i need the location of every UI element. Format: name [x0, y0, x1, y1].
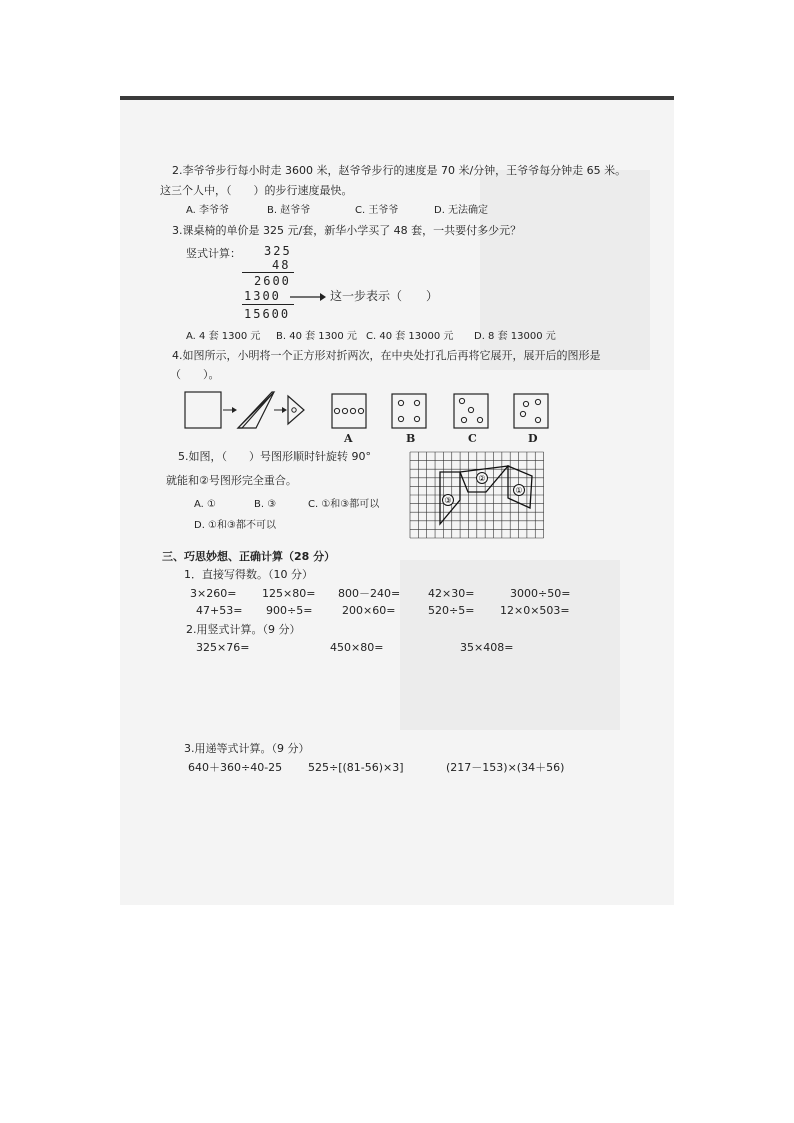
- oral-calc-2[interactable]: 125×80=: [262, 587, 316, 600]
- stepwise-calc-1[interactable]: 640＋360÷40-25: [188, 761, 283, 774]
- q4-line2: （ ）。: [170, 368, 220, 381]
- part1-title: 1．直接写得数。（10 分）: [184, 568, 313, 581]
- punch-hole-icon: [292, 408, 296, 412]
- oral-calc-4[interactable]: 42×30=: [428, 587, 475, 600]
- q3-option-a[interactable]: A. 4 套 1300 元: [186, 331, 261, 342]
- q3-arrow-icon: [290, 291, 326, 303]
- q4-figure: [184, 390, 554, 434]
- vertical-calc-1[interactable]: 325×76=: [196, 641, 250, 654]
- q3-line1: 3.课桌椅的单价是 325 元/套，新华小学买了 48 套，一共要付多少元？: [172, 224, 522, 237]
- shape-1-label: ①: [515, 486, 523, 495]
- choice-a-label: A: [344, 432, 353, 445]
- choice-a-figure[interactable]: [332, 394, 366, 428]
- oral-calc-5[interactable]: 3000÷50=: [510, 587, 571, 600]
- oral-calc-3[interactable]: 800－240=: [338, 587, 401, 600]
- vertical-calc-2[interactable]: 450×80=: [330, 641, 384, 654]
- part3-title: 3.用递等式计算。（9 分）: [184, 742, 310, 755]
- q2-option-a[interactable]: A. 李爷爷: [186, 205, 230, 216]
- q3-multiplicand: 325: [264, 244, 292, 258]
- q3-option-c[interactable]: C. 40 套 13000 元: [366, 331, 454, 342]
- q3-rule-1: [242, 272, 294, 273]
- q2-option-d[interactable]: D. 无法确定: [434, 205, 489, 216]
- rotation-grid: [410, 452, 544, 538]
- q2-option-c[interactable]: C. 王爷爷: [355, 205, 399, 216]
- part2-title: 2.用竖式计算。（9 分）: [186, 623, 301, 636]
- oral-calc-6[interactable]: 47+53=: [196, 604, 243, 617]
- q5-line2: 就能和②号图形完全重合。: [166, 474, 297, 487]
- q3-option-d[interactable]: D. 8 套 13000 元: [474, 331, 556, 342]
- shape-3-label: ③: [444, 496, 452, 505]
- arrow-icon: [223, 407, 237, 413]
- q5-option-a[interactable]: A. ①: [194, 499, 216, 510]
- q2-line2: 这三个人中，（ ）的步行速度最快。: [160, 184, 353, 197]
- q5-option-b[interactable]: B. ③: [254, 499, 277, 510]
- q3-arrow-text: 这一步表示（ ）: [330, 289, 439, 303]
- q3-option-b[interactable]: B. 40 套 1300 元: [276, 331, 357, 342]
- oral-calc-7[interactable]: 900÷5=: [266, 604, 313, 617]
- q5-option-c[interactable]: C. ①和③都可以: [308, 499, 380, 510]
- vertical-calc-3[interactable]: 35×408=: [460, 641, 514, 654]
- q2-option-b[interactable]: B. 赵爷爷: [267, 205, 311, 216]
- choice-d-label: D: [528, 432, 538, 445]
- shape-2-label: ②: [478, 474, 486, 483]
- q4-line1: 4.如图所示，小明将一个正方形对折两次，在中央处打孔后再将它展开，展开后的图形是: [172, 349, 601, 362]
- square-shape: [185, 392, 221, 428]
- arrow-icon: [274, 407, 287, 413]
- stepwise-calc-2[interactable]: 525÷[(81-56)×3]: [308, 761, 404, 774]
- q3-multiplier: 48: [272, 258, 291, 272]
- oral-calc-10[interactable]: 12×0×503=: [500, 604, 570, 617]
- choice-c-figure[interactable]: [454, 394, 488, 428]
- choice-c-label: C: [468, 432, 477, 445]
- choice-b-figure[interactable]: [392, 394, 426, 428]
- oral-calc-9[interactable]: 520÷5=: [428, 604, 475, 617]
- sheet-top-edge: [120, 96, 674, 100]
- q3-rule-2: [242, 304, 294, 305]
- q2-line1: 2.李爷爷步行每小时走 3600 米，赵爷爷步行的速度是 70 米/分钟，王爷爷每分钟走 65 米。: [172, 164, 627, 177]
- stepwise-calc-3[interactable]: (217－153)×(34＋56): [446, 761, 565, 774]
- q5-option-d[interactable]: D. ①和③都不可以: [194, 520, 276, 531]
- section3-title: 三、巧思妙想、正确计算（28 分）: [162, 550, 336, 563]
- oral-calc-8[interactable]: 200×60=: [342, 604, 396, 617]
- q3-vertical-label: 竖式计算：: [186, 247, 241, 260]
- q5-line1: 5.如图，（ ）号图形顺时针旋转 90°: [178, 450, 371, 463]
- q3-partial-1: 2600: [254, 274, 291, 288]
- choice-d-figure[interactable]: [514, 394, 548, 428]
- q3-product: 15600: [244, 307, 291, 321]
- choice-b-label: B: [406, 432, 416, 445]
- oral-calc-1[interactable]: 3×260=: [190, 587, 237, 600]
- q3-partial-2: 1300: [244, 289, 281, 303]
